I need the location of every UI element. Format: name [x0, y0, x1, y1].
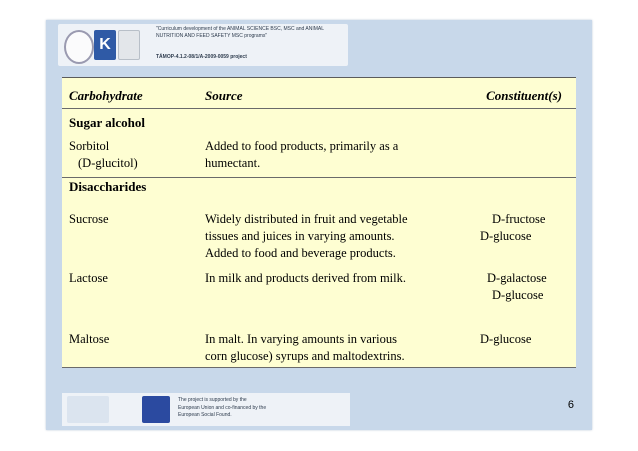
funding-line-1: The project is supported by the	[178, 397, 247, 403]
maltose-constituent-1: D-glucose	[480, 332, 532, 346]
carbohydrate-table	[62, 77, 576, 368]
lactose-constituent-1: D-galactose	[487, 271, 547, 285]
slide	[46, 20, 592, 430]
sucrose-constituent-1: D-fructose	[492, 212, 546, 226]
funding-footer	[62, 393, 350, 426]
column-header-source: Source	[205, 88, 243, 103]
sucrose-source-line-1: Widely distributed in fruit and vegetable	[205, 212, 408, 226]
sorbitol-alias: (D-glucitol)	[78, 156, 138, 170]
sorbitol-name: Sorbitol	[69, 139, 110, 153]
faculty-crest-icon	[118, 30, 140, 60]
section-sugar-alcohol: Sugar alcohol	[69, 115, 145, 130]
university-seal-icon	[64, 30, 94, 64]
maltose-name: Maltose	[69, 332, 110, 346]
lactose-name: Lactose	[69, 271, 108, 285]
sucrose-source-line-3: Added to food and beverage products.	[205, 246, 396, 260]
k-logo-icon: K	[94, 30, 116, 60]
sucrose-name: Sucrose	[69, 212, 109, 226]
funding-line-3: European Social Found.	[178, 412, 232, 418]
section-disaccharides: Disaccharides	[69, 179, 147, 194]
funding-note	[178, 397, 266, 420]
funding-line-2: European Union and co-financed by the	[178, 404, 267, 411]
project-header	[58, 24, 348, 66]
page-number: 6	[567, 399, 574, 411]
lactose-source-line-1: In milk and products derived from milk.	[205, 271, 407, 285]
new-hungary-logo-icon	[67, 396, 109, 423]
sorbitol-source-line-2: humectant.	[205, 156, 261, 170]
header-divider	[62, 108, 576, 109]
maltose-source-line-1: In malt. In varying amounts in various	[205, 332, 397, 346]
column-header-constituents: Constituent(s)	[486, 88, 562, 103]
header-line-1: "Curriculum development of the ANIMAL SCIENCE BSC, MSC and ANIMAL	[156, 26, 325, 32]
eu-flag-icon	[142, 396, 170, 423]
maltose-source-line-2: corn glucose) syrups and maltodextrins.	[205, 349, 405, 363]
sorbitol-source-line-1: Added to food products, primarily as a	[205, 139, 399, 153]
sucrose-source-line-2: tissues and juices in varying amounts.	[205, 229, 395, 243]
project-code: TÁMOP-4.1.2-08/1/A-2009-0059 project	[156, 54, 247, 60]
header-title	[156, 26, 346, 40]
section-divider	[62, 177, 576, 178]
table-bottom-border	[62, 367, 576, 368]
lactose-constituent-2: D-glucose	[492, 288, 544, 302]
column-header-carbohydrate: Carbohydrate	[69, 88, 143, 103]
sucrose-constituent-2: D-glucose	[480, 229, 532, 243]
header-line-2: NUTRITION AND FEED SAFETY MSC programs"	[156, 33, 268, 39]
